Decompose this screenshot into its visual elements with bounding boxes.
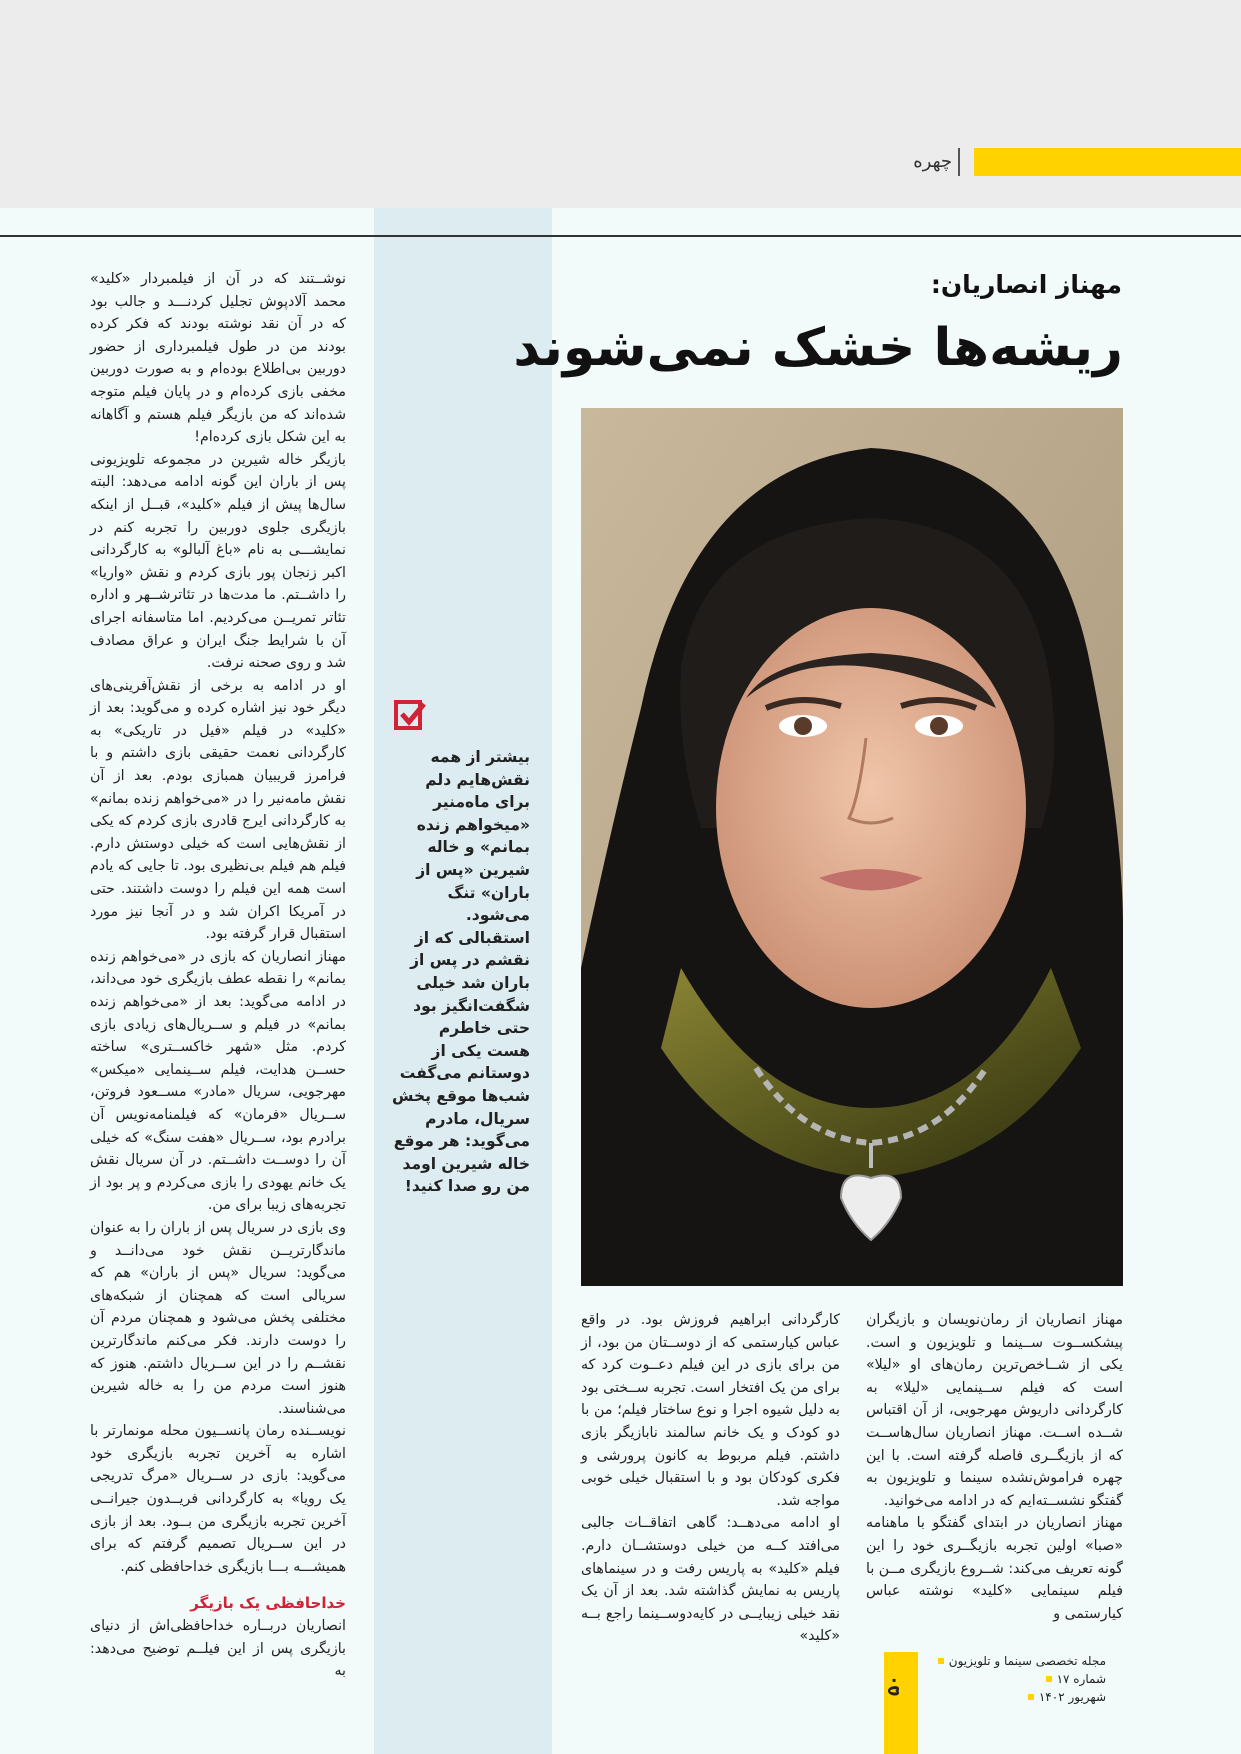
section-label: چهره xyxy=(913,151,952,172)
paragraph: مهناز انصاریان که بازی در «می‌خواهم زنده بمانم» را نقطه عطف بازیگری خود می‌داند، در ادامه می‌گوید: بعد از «می‌خواهم زنده بمانم» در فیلم و ســریال‌های زیادی بازی کردم. مثل «شهر خاکســتری» ساخته حســن هدایت، فیلم ســینمایی «میکس» مهرجویی، سریال «مادر» مســعود فروتن، ســریال «فرمان» که فیلمنامه‌نویس آن برادرم بود، ســریال «هفت سنگ» که خیلی آن را دوســت داشــتم. در آن سریال نقش یک خانم یهودی را بازی می‌کردم و پر بود از تجربه‌های زیبا برای من. xyxy=(90,948,346,1214)
article-kicker: مهناز انصاریان: xyxy=(930,270,1122,299)
paragraph: بازیگر خاله شیرین در مجموعه تلویزیونی پس از باران این گونه ادامه می‌دهد: البته سال‌ها پیش از فیلم «کلید»، قبــل از اینکه بازیگری جلوی دوربین را تجربه کنم در نمایشـــی به نام «باغ آلبالو» به کارگردانی اکبر زنجان پور بازی کردم و نقش «واریا» را داشــتم. ما مدت‌ها در تئاترشــهر و اداره تئاتر تمریــن می‌کردیم. اما متاسفانه اجرای آن با شرایط جنگ ایران و عراق مصادف شد و روی صحنه نرفت. xyxy=(90,451,346,672)
issue-number: شماره ۱۷ xyxy=(1056,1672,1106,1686)
paragraph: مهناز انصاریان از رمان‌نویسان و بازیگران پیشکســوت ســینما و تلویزیون و است. یکی از شــاخص‌ترین رمان‌های او «لیلا» است که فیلم ســینمایی «لیلا» به کارگردانی داریوش مهرجویی، از آن اقتباس شــده اســت. مهناز انصاریان سال‌هاســت که از بازیگــری فاصله گرفته است. با این چهره فراموش‌نشده سینما و تلویزیون به گفتگو نشســته‌ایم که در ادامه می‌خوانید. xyxy=(866,1312,1123,1509)
footer-row xyxy=(926,1688,1106,1706)
article-column-middle xyxy=(581,1309,840,1648)
article-subhead: خداحافظی یک بازیگر xyxy=(190,1594,346,1613)
paragraph: وی بازی در سریال پس از باران را به عنوان ماندگارتریــن نقش خود می‌دانــد و می‌گوید: سریال «پس از باران» هم که سریالی است که همچنان از شبکه‌های مختلفی پخش می‌شود و همچنان مردم آن را دوست دارند. فکر می‌کنم ماندگارترین نقشــم را در این ســریال داشتم. هنوز که هنوز است مردم من را به خاله شیرین می‌شناسند. xyxy=(90,1219,346,1417)
article-column-right xyxy=(866,1309,1123,1625)
paragraph: او ادامه می‌دهــد: گاهی اتفاقــات جالبی می‌افتد کــه من خیلی دوستشــان دارم. فیلم «کلید» به پاریس رفت و در سینماهای پاریس به نمایش گذاشته شد. بعد از آن یک نقد خیلی زیبایــی در کایه‌دوســینما راجع بــه «کلید» xyxy=(581,1515,840,1645)
section-accent-bar xyxy=(974,148,1241,176)
footer-row xyxy=(926,1652,1106,1670)
pull-quote: بیشتر از همه نقش‌هایم دلم برای ماه‌منیر «میخواهم زنده بمانم» و خاله شیرین «پس از باران» تنگ می‌شود. استقبالی که از نقشم در پس از باران شد خیلی شگفت‌انگیز بود حتی خاطرم هست یکی از دوستانم می‌گفت شب‌ها موقع پخش سریال، مادرم می‌گوید: هر موقع خاله شیرین اومد من رو صدا کنید! xyxy=(392,748,530,1196)
portrait-photo xyxy=(581,408,1123,1286)
paragraph: نویســنده رمان پانســیون محله مونمارتر با اشاره به آخرین تجربه بازیگری خود می‌گوید: بازی در ســریال «مرگ تدریجی یک رویا» به کارگردانی فریــدون جیرانــی آخرین تجربه بازیگری من بــود. بعد از بازی در این ســریال تصمیم گرفتم که برای همیشـــه بـــا بازیگری خداحافظی کنم. xyxy=(90,1423,346,1575)
bullet-square-icon xyxy=(1046,1676,1052,1682)
paragraph: انصاریان دربــاره خداحافظی‌اش از دنیای بازیگری پس از این فیلــم توضیح می‌دهد: به xyxy=(90,1618,346,1680)
paragraph: کارگردانی ابراهیم فروزش بود. در واقع عباس کیارستمی که از دوســتان من بود، از من برای بازی در این فیلم دعــوت کرد که برای من یک افتخار است. تجربه ســختی بود به دلیل شیوه اجرا و نوع ساختار فیلم؛ من با دو کودک و یک خانم سالمند نابازیگر بازی داشتم. فیلم مربوط به کانون پرورشی و فکری کودکان بود و با استقبال خیلی خوبی مواجه شد. xyxy=(581,1312,840,1509)
check-quote-icon xyxy=(394,700,426,732)
page-number: ۵۰ xyxy=(884,1675,904,1697)
bullet-square-icon xyxy=(938,1658,944,1664)
header-rule xyxy=(0,235,1241,237)
paragraph: مهناز انصاریان در ابتدای گفتگو با ماهنامه «صبا» اولین تجربه بازیگــری خود را این گونه تعریف می‌کند: شــروع بازیگری مــن با فیلم سینمایی «کلید» نوشته عباس کیارستمی و xyxy=(866,1515,1123,1622)
footer-row xyxy=(926,1670,1106,1688)
article-column-left xyxy=(90,268,346,1683)
footer-info xyxy=(926,1652,1106,1706)
paragraph: نوشــتند که در آن از فیلمبردار «کلید» محمد آلادپوش تجلیل کردنـــد و جالب بود که در آن نقد نوشته بودند که فکر کرده بودند من در طول فیلمبرداری از حضور دوربین بی‌اطلاع بوده‌ام و به صورت دوربین مخفی بازی کرده‌ام و در پایان فیلم متوجه شده‌اند که من بازیگر فیلم هستم و آگاهانه به این شکل بازی کرده‌ام! xyxy=(90,271,346,446)
magazine-name: مجله تخصصی سینما و تلویزیون xyxy=(948,1654,1106,1668)
paragraph: او در ادامه به برخی از نقش‌آفرینی‌های دیگر خود نیز اشاره کرده و می‌گوید: بعد از «کلید» در فیلم «فیل در تاریکی» به کارگردانی نعمت حقیقی بازی داشتم و با فرامرز قریبیان همبازی بودم. بعد از آن نقش مامه‌نیر را در «می‌خواهم زنده بمانم» به کارگردانی ایرج قادری بازی کردم که یکی از نقش‌هایی است که خیلی دوستش دارم. فیلم هم فیلم بی‌نظیری بود. تا جایی که یادم است همه این فیلم را دوست داشتند. حتی در آمریکا اکران شد و در آنجا نیز مورد استقبال قرار گرفته بود. xyxy=(90,677,346,943)
issue-date: شهریور ۱۴۰۲ xyxy=(1038,1690,1106,1704)
bullet-square-icon xyxy=(1028,1694,1034,1700)
section-divider xyxy=(958,148,960,176)
article-headline: ریشه‌ها خشک نمی‌شوند xyxy=(513,318,1123,378)
header-band xyxy=(0,0,1241,208)
